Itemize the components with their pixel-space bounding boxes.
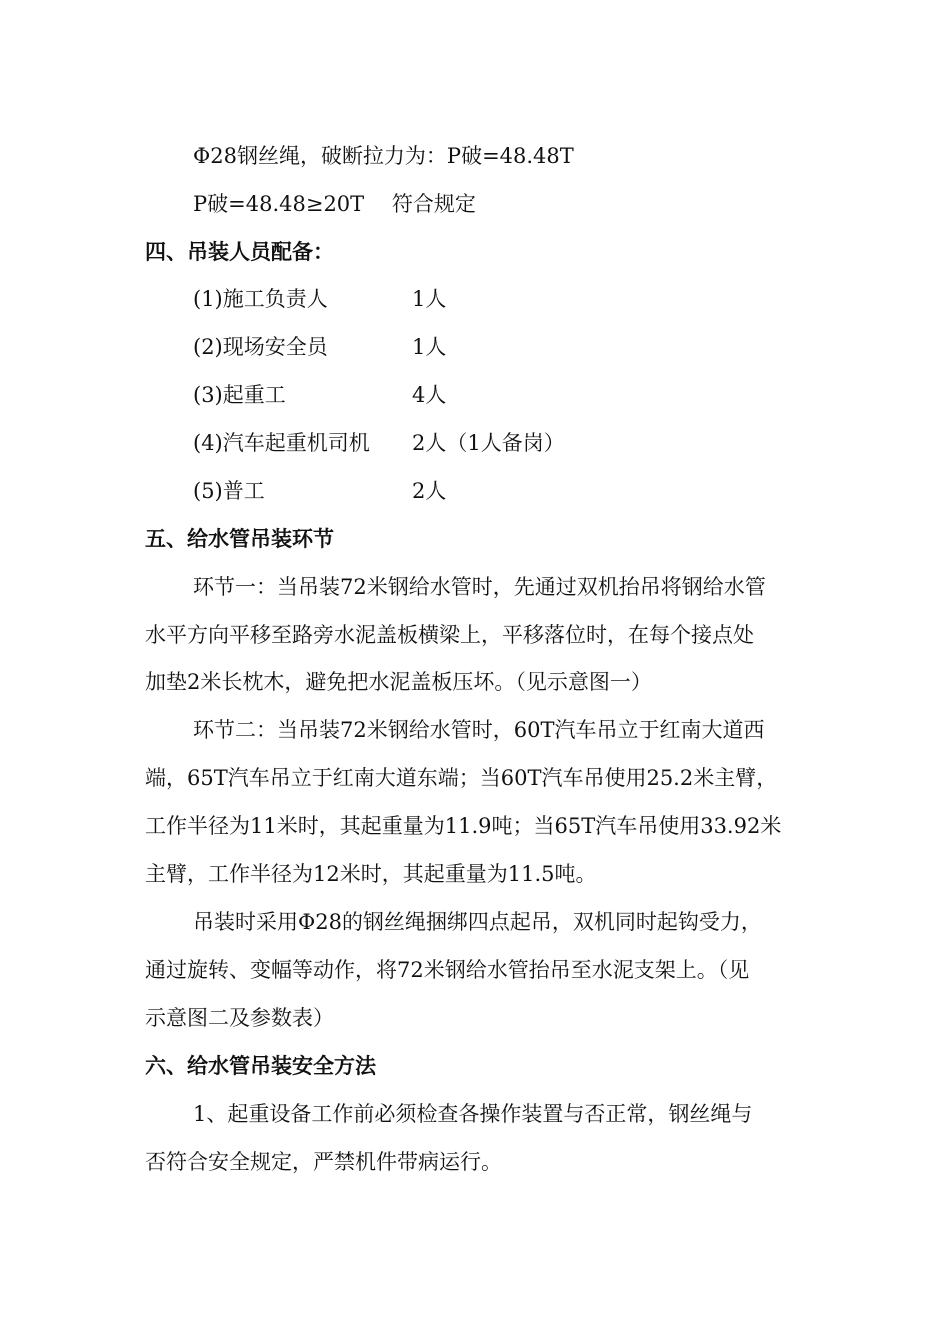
section-6-para-1-line: 否符合安全规定，严禁机件带病运行。 bbox=[145, 1150, 502, 1174]
staff-role: (4)汽车起重机司机 bbox=[193, 431, 370, 455]
section-6-title: 六、给水管吊装安全方法 bbox=[145, 1054, 376, 1078]
section-5-para-3-line: 吊装时采用Φ28的钢丝绳捆绑四点起吊，双机同时起钩受力， bbox=[193, 910, 762, 934]
staff-count: 1人 bbox=[412, 287, 447, 311]
section-5-para-2-line: 端，65T汽车吊立于红南大道东端；当60T汽车吊使用25.2米主臂， bbox=[145, 766, 778, 790]
staff-count: 2人 bbox=[412, 479, 447, 503]
staff-count: 4人 bbox=[412, 383, 447, 407]
section-5-para-3-line: 示意图二及参数表） bbox=[145, 1006, 334, 1030]
section-5-para-1-line: 加垫2米长枕木，避免把水泥盖板压坏。（见示意图一） bbox=[145, 670, 652, 694]
section-5-para-3-line: 通过旋转、变幅等动作，将72米钢给水管抬吊至水泥支架上。（见 bbox=[145, 958, 750, 982]
calc-line-1: Φ28钢丝绳，破断拉力为：P破=48.48T bbox=[193, 144, 574, 168]
section-5-title: 五、给水管吊装环节 bbox=[145, 527, 334, 551]
section-5-para-1-line: 环节一：当吊装72米钢给水管时，先通过双机抬吊将钢给水管 bbox=[193, 575, 766, 599]
section-6-para-1-line: 1、起重设备工作前必须检查各操作装置与否正常，钢丝绳与 bbox=[193, 1102, 753, 1126]
section-5-para-2-line: 工作半径为11米时，其起重量为11.9吨；当65T汽车吊使用33.92米 bbox=[145, 814, 782, 838]
calc-line-2: P破=48.48≥20T 符合规定 bbox=[193, 192, 476, 216]
staff-count: 2人（1人备岗） bbox=[412, 431, 565, 455]
staff-role: (5)普工 bbox=[193, 479, 265, 503]
section-5-para-2-line: 主臂，工作半径为12米时，其起重量为11.5吨。 bbox=[145, 862, 597, 886]
section-4-title: 四、吊装人员配备： bbox=[145, 240, 334, 264]
section-5-para-2-line: 环节二：当吊装72米钢给水管时，60T汽车吊立于红南大道西 bbox=[193, 718, 765, 742]
staff-role: (2)现场安全员 bbox=[193, 335, 328, 359]
staff-role: (1)施工负责人 bbox=[193, 287, 328, 311]
section-5-para-1-line: 水平方向平移至路旁水泥盖板横梁上，平移落位时，在每个接点处 bbox=[145, 623, 754, 647]
staff-count: 1人 bbox=[412, 335, 447, 359]
staff-role: (3)起重工 bbox=[193, 383, 286, 407]
